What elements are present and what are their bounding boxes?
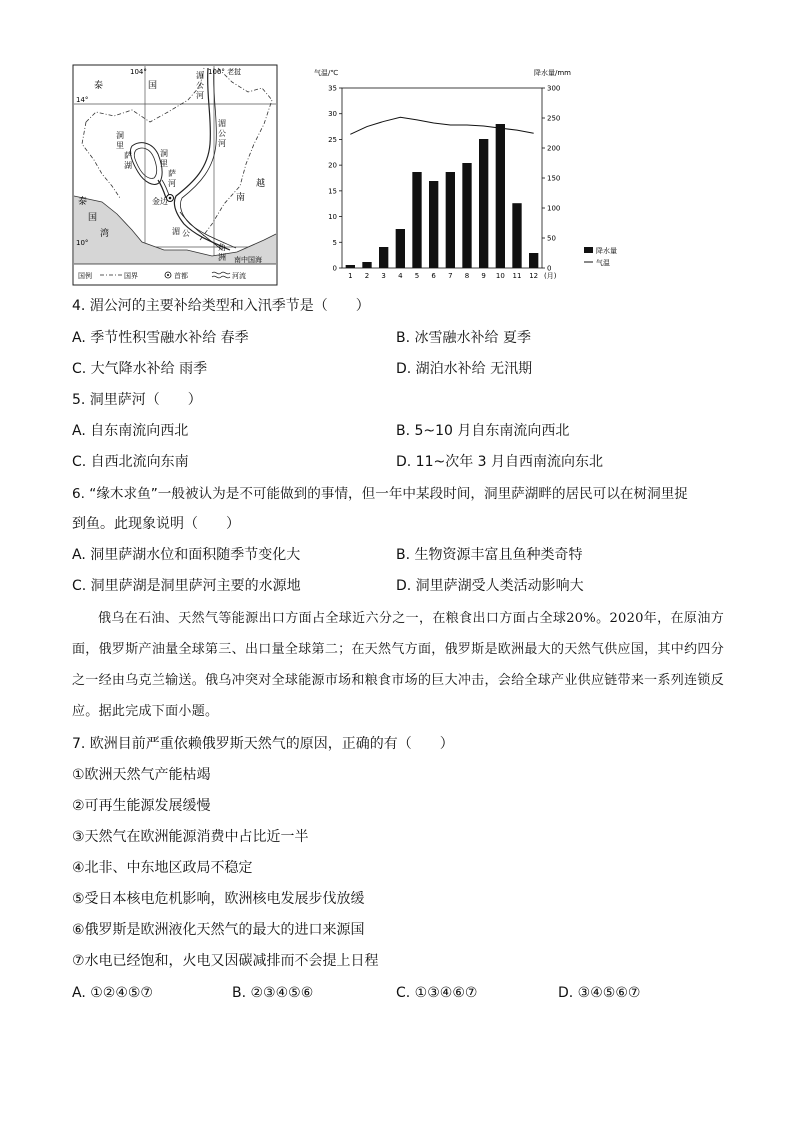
svg-text:洲: 洲	[218, 253, 226, 262]
precip-bar	[479, 139, 488, 268]
svg-text:河: 河	[196, 91, 204, 100]
map-lat-14: 14°	[76, 96, 89, 104]
month-tick-label: 9	[481, 272, 486, 280]
svg-text:洞: 洞	[116, 131, 124, 140]
legend-guoli: 国例	[78, 272, 92, 280]
left-tick-label: 30	[328, 110, 337, 119]
temperature-line	[350, 117, 533, 134]
q7-item-3: ③天然气在欧洲能源消费中占比近一半	[72, 829, 309, 845]
q6-option-b[interactable]: B. 生物资源丰富且鱼种类奇特	[396, 547, 583, 563]
q4-option-a[interactable]: A. 季节性积雪融水补给 春季	[72, 330, 249, 346]
svg-text:角: 角	[218, 243, 226, 252]
chart-plot-frame	[342, 88, 542, 268]
left-tick-label: 15	[328, 187, 337, 196]
map-label-thai-1: 泰	[94, 81, 104, 91]
map-mekong-mid-label	[218, 119, 226, 148]
svg-text:湖: 湖	[124, 161, 132, 170]
q7-item-5: ⑤受日本核电危机影响，欧洲核电发展步伐放缓	[72, 891, 365, 907]
legend-precip-swatch	[584, 247, 593, 253]
map-label-gulf-1: 泰	[78, 197, 88, 207]
month-tick-label: 8	[464, 272, 470, 280]
q4-option-c[interactable]: C. 大气降水补给 雨季	[72, 361, 208, 377]
right-tick-label: 200	[547, 144, 561, 153]
map-label-gulf-2: 国	[88, 213, 98, 223]
month-tick-label: 3	[381, 272, 386, 280]
svg-text:湄: 湄	[196, 71, 204, 80]
q6-stem-line2: 到鱼。此现象说明（ ）	[72, 516, 240, 532]
left-tick-label: 0	[332, 264, 337, 273]
month-tick-label: 10	[495, 272, 505, 280]
map-label-thai-2: 国	[148, 81, 158, 91]
q6-option-d[interactable]: D. 洞里萨湖受人类活动影响大	[396, 578, 584, 594]
map-label-viet-2: 南	[236, 193, 246, 203]
precip-bar	[496, 124, 505, 268]
precip-bar	[462, 163, 471, 268]
q5-stem: 5. 洞里萨河（ ）	[72, 392, 202, 408]
left-tick-label: 10	[328, 213, 337, 222]
map-capital-label: 金边	[152, 197, 168, 206]
map-label-gulf-3: 湾	[100, 229, 110, 239]
map-lon-104: 104°	[130, 68, 147, 76]
q5-option-d[interactable]: D. 11~次年 3 月自西南流向东北	[396, 454, 604, 470]
legend-river: 河流	[232, 272, 246, 280]
precip-bar	[446, 172, 455, 268]
svg-text:萨: 萨	[124, 151, 132, 160]
svg-text:湄: 湄	[172, 227, 180, 236]
precip-bar	[512, 203, 521, 268]
left-tick-label: 5	[332, 238, 337, 247]
legend-temp-label: 气温	[596, 259, 610, 267]
q7-item-6: ⑥俄罗斯是欧洲液化天然气的最大的进口来源国	[72, 922, 365, 938]
q5-option-a[interactable]: A. 自东南流向西北	[72, 423, 189, 439]
precip-bar	[429, 181, 438, 268]
svg-text:河: 河	[218, 139, 226, 148]
right-tick-label: 50	[547, 234, 556, 243]
month-tick-label: 4	[398, 272, 403, 280]
q4-option-d[interactable]: D. 湖泊水补给 无汛期	[396, 361, 533, 377]
precip-bar	[362, 262, 371, 268]
right-tick-label: 150	[547, 174, 561, 183]
map-lat-10: 10°	[76, 239, 89, 247]
q4-stem: 4. 湄公河的主要补给类型和入汛季节是（ ）	[72, 298, 370, 314]
svg-text:公: 公	[182, 229, 190, 238]
svg-text:洞: 洞	[160, 149, 168, 158]
month-tick-label: 1	[348, 272, 353, 280]
legend-capital: 首都	[174, 272, 188, 280]
svg-text:湄: 湄	[218, 119, 226, 128]
month-tick-label: 5	[414, 272, 420, 280]
precip-bar	[412, 172, 421, 268]
left-tick-label: 35	[328, 84, 337, 93]
q5-option-c[interactable]: C. 自西北流向东南	[72, 454, 189, 470]
svg-text:里: 里	[116, 141, 124, 150]
left-tick-label: 20	[328, 161, 337, 170]
month-tick-label: 11	[512, 272, 522, 280]
legend-precip-label: 降水量	[596, 247, 617, 255]
q7-option-a[interactable]: A. ①②④⑤⑦	[72, 985, 153, 1001]
right-tick-label: 250	[547, 114, 561, 123]
svg-text:公: 公	[218, 129, 226, 138]
precip-bar	[379, 247, 388, 268]
right-tick-label: 300	[547, 84, 561, 93]
reading-passage	[72, 603, 724, 727]
map-sea-label: 南中国海	[234, 256, 262, 264]
q7-option-b[interactable]: B. ②③④⑤⑥	[232, 985, 314, 1001]
q6-option-c[interactable]: C. 洞里萨湖是洞里萨河主要的水源地	[72, 578, 301, 594]
month-unit-label: (月)	[544, 272, 557, 280]
month-tick-label: 7	[448, 272, 453, 280]
q7-item-1: ①欧洲天然气产能枯竭	[72, 767, 211, 783]
precip-bar	[529, 253, 538, 268]
right-tick-label: 0	[547, 264, 552, 273]
map-mekong-upper-label	[196, 71, 204, 100]
map-lon-106: 106° 老挝	[208, 68, 242, 76]
q6-option-a[interactable]: A. 洞里萨湖水位和面积随季节变化大	[72, 547, 301, 563]
mekong-map	[72, 64, 278, 286]
q4-option-b[interactable]: B. 冰雪融水补给 夏季	[396, 330, 531, 346]
q7-item-4: ④北非、中东地区政局不稳定	[72, 860, 253, 876]
svg-text:公: 公	[196, 81, 204, 90]
q7-item-2: ②可再生能源发展缓慢	[72, 798, 211, 814]
right-axis-label: 降水量/mm	[534, 69, 571, 77]
month-tick-label: 6	[431, 272, 436, 280]
right-tick-label: 100	[547, 204, 561, 213]
svg-text:萨: 萨	[168, 169, 176, 178]
svg-text:里: 里	[160, 159, 168, 168]
precip-bar	[346, 265, 355, 268]
q7-stem: 7. 欧洲目前严重依赖俄罗斯天然气的原因，正确的有（ ）	[72, 736, 454, 752]
left-axis-label: 气温/℃	[314, 69, 339, 77]
q6-stem-line1: 6. “缘木求鱼”一般被认为是不可能做到的事情，但一年中某段时间，洞里萨湖畔的居民可以在树洞里捉	[72, 486, 688, 502]
q5-option-b[interactable]: B. 5~10 月自东南流向西北	[396, 423, 570, 439]
q7-option-c[interactable]: C. ①③④⑥⑦	[396, 985, 478, 1001]
month-tick-label: 2	[364, 272, 370, 280]
legend-border: 国界	[124, 272, 138, 280]
svg-text:河: 河	[168, 179, 176, 188]
q7-option-d[interactable]: D. ③④⑤⑥⑦	[558, 985, 641, 1001]
q7-item-7: ⑦水电已经饱和，火电又因碳减排而不会提上日程	[72, 953, 379, 969]
map-label-viet-1: 越	[256, 179, 266, 189]
passage-text: 俄乌在石油、天然气等能源出口方面占全球近六分之一，在粮食出口方面占全球20%。2020年，在原油方面，俄罗斯产油量全球第三、出口量全球第二；在天然气方面，俄罗斯是欧洲最大的天然气供应国，其中约四分之一经由乌克兰输送。俄乌冲突对全球能源市场和粮食市场的巨大冲击，会给全球产业供应链带来一系列连锁反应。据此完成下面小题。	[72, 611, 724, 719]
precip-bar	[396, 229, 405, 268]
month-tick-label: 12	[529, 272, 539, 280]
left-tick-label: 25	[328, 135, 337, 144]
climate-chart	[310, 64, 630, 286]
